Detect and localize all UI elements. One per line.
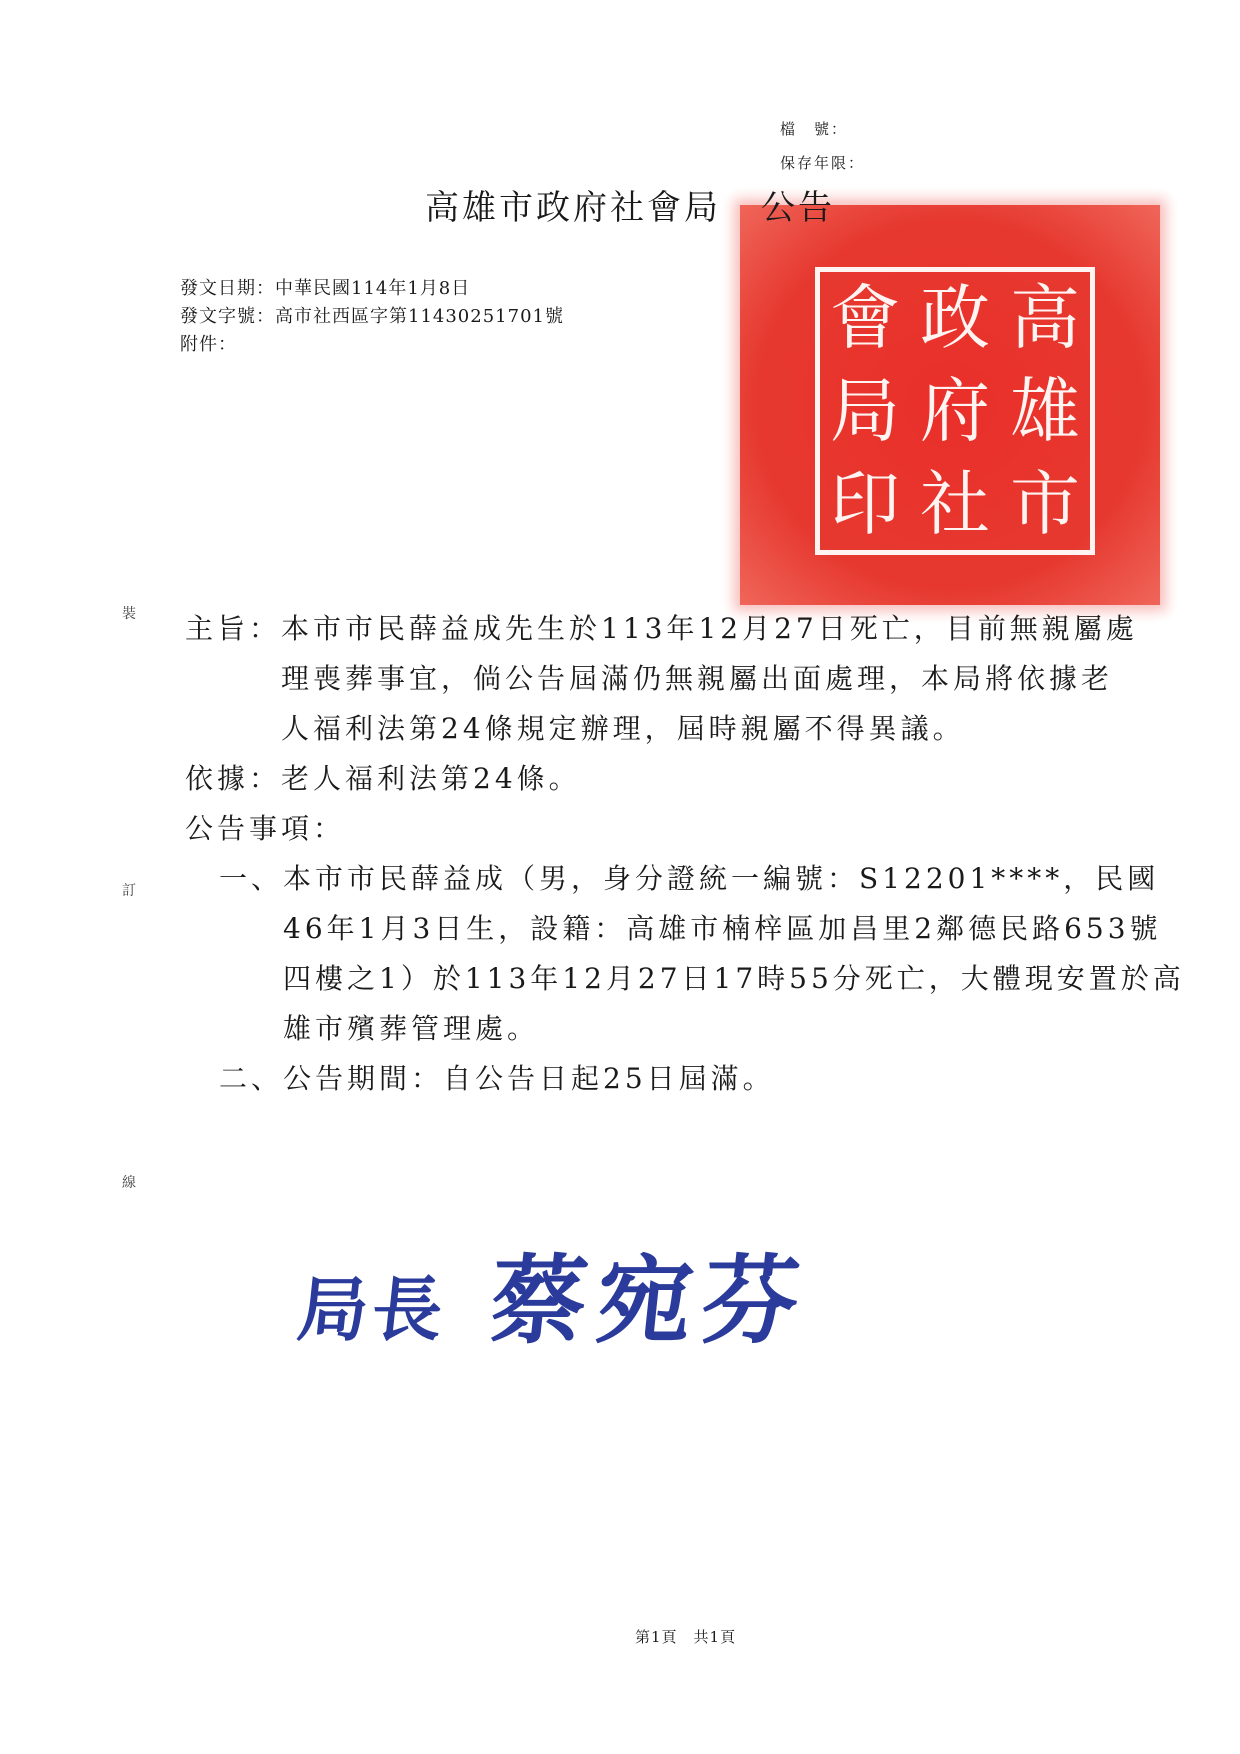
seal-frame [815,267,1095,555]
seal-character: 會 [830,277,900,360]
binding-mark: 訂 [122,883,136,899]
subject [185,604,1185,754]
file-metadata [780,112,865,180]
retention-period-label: 保存年限： [780,154,866,172]
issue-date: 發文日期：中華民國114年1月8日 [180,278,471,299]
subject-line: 人福利法第24條規定辦理，屆時親屬不得異議。 [281,712,965,745]
subject-line: 理喪葬事宜，倘公告屆滿仍無親屬出面處理，本局將依據老 [281,662,1114,695]
notice-item-line: 四樓之1）於113年12月27日17時55分死亡，大體現安置於高 [283,962,1185,995]
official-seal [740,205,1160,605]
issuing-agency: 高雄市政府社會局 [425,188,721,228]
subject-line: 主旨：本市市民薛益成先生於113年12月27日死亡，目前無親屬處 [185,612,1138,645]
seal-character: 府 [920,369,990,452]
binding-mark: 線 [122,1175,136,1191]
issue-number: 發文字號：高市社西區字第11430251701號 [180,306,564,327]
seal-character: 社 [920,462,990,545]
director-signature-stamp [293,1225,817,1362]
seal-character: 市 [1010,462,1080,545]
notice-item-1 [185,854,1185,1054]
notice-item-line: 一、本市市民薛益成（男，身分證統一編號：S12201****，民國 [219,862,1160,895]
notice-item-2: 二、公告期間：自公告日起25日屆滿。 [219,1062,775,1095]
issuance-metadata [180,275,564,359]
seal-character: 局 [830,369,900,452]
binding-mark: 裝 [122,606,136,622]
seal-character: 政 [920,277,990,360]
document-title [425,180,835,229]
seal-character: 高 [1010,277,1080,360]
notice-item-line: 雄市殯葬管理處。 [283,1012,540,1045]
director-name: 蔡宛芬 [484,1244,815,1357]
attachments: 附件： [180,334,237,355]
notice-body [185,604,1185,1104]
notice-items-heading: 公告事項： [185,812,346,845]
page-count: 第1頁 共1頁 [635,1628,737,1646]
seal-character: 印 [830,462,900,545]
legal-basis: 依據：老人福利法第24條。 [185,762,581,795]
notice-item-line: 46年1月3日生，設籍：高雄市楠梓區加昌里2鄰德民路653號 [283,912,1162,945]
seal-character: 雄 [1010,369,1080,452]
file-number-label: 檔 號： [780,120,849,138]
director-title: 局長 [293,1268,451,1351]
document-type: 公告 [761,188,835,228]
